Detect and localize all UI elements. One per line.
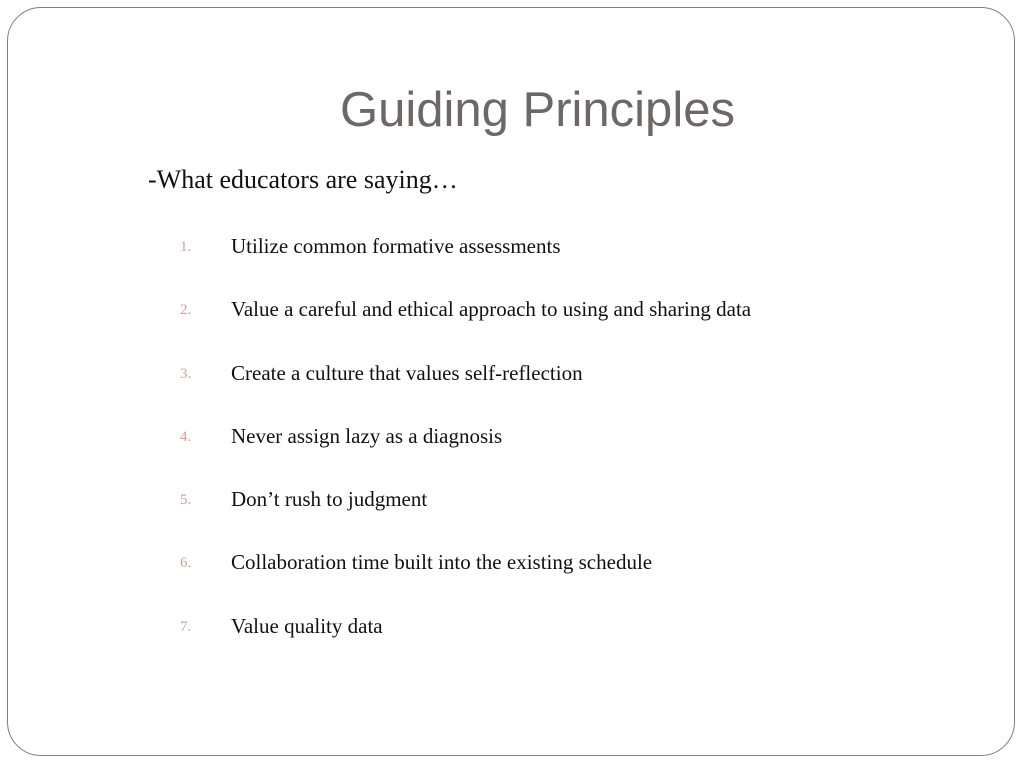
list-item-number: 5. (180, 492, 192, 509)
list-item-text: Collaboration time built into the existing schedule (231, 550, 653, 575)
list-item-number: 2. (180, 302, 192, 319)
list-item-number: 3. (180, 365, 192, 382)
list-item-number: 7. (180, 618, 192, 635)
list-item-text: Value a careful and ethical approach to using and sharing data (231, 297, 752, 322)
list-item-number: 1. (180, 239, 192, 255)
list-item-number: 4. (180, 428, 192, 445)
list-item-text: Utilize common formative assessments (231, 234, 561, 258)
slide-subtitle: -What educators are saying… (148, 165, 458, 194)
list-item-text: Value quality data (231, 613, 383, 638)
list-item-text: Create a culture that values self-reflection (231, 360, 583, 385)
list-item-text: Never assign lazy as a diagnosis (231, 423, 503, 448)
list-item-text: Don’t rush to judgment (231, 487, 428, 512)
list-item-number: 6. (180, 555, 192, 572)
slide-title: Guiding Principles (340, 83, 735, 137)
